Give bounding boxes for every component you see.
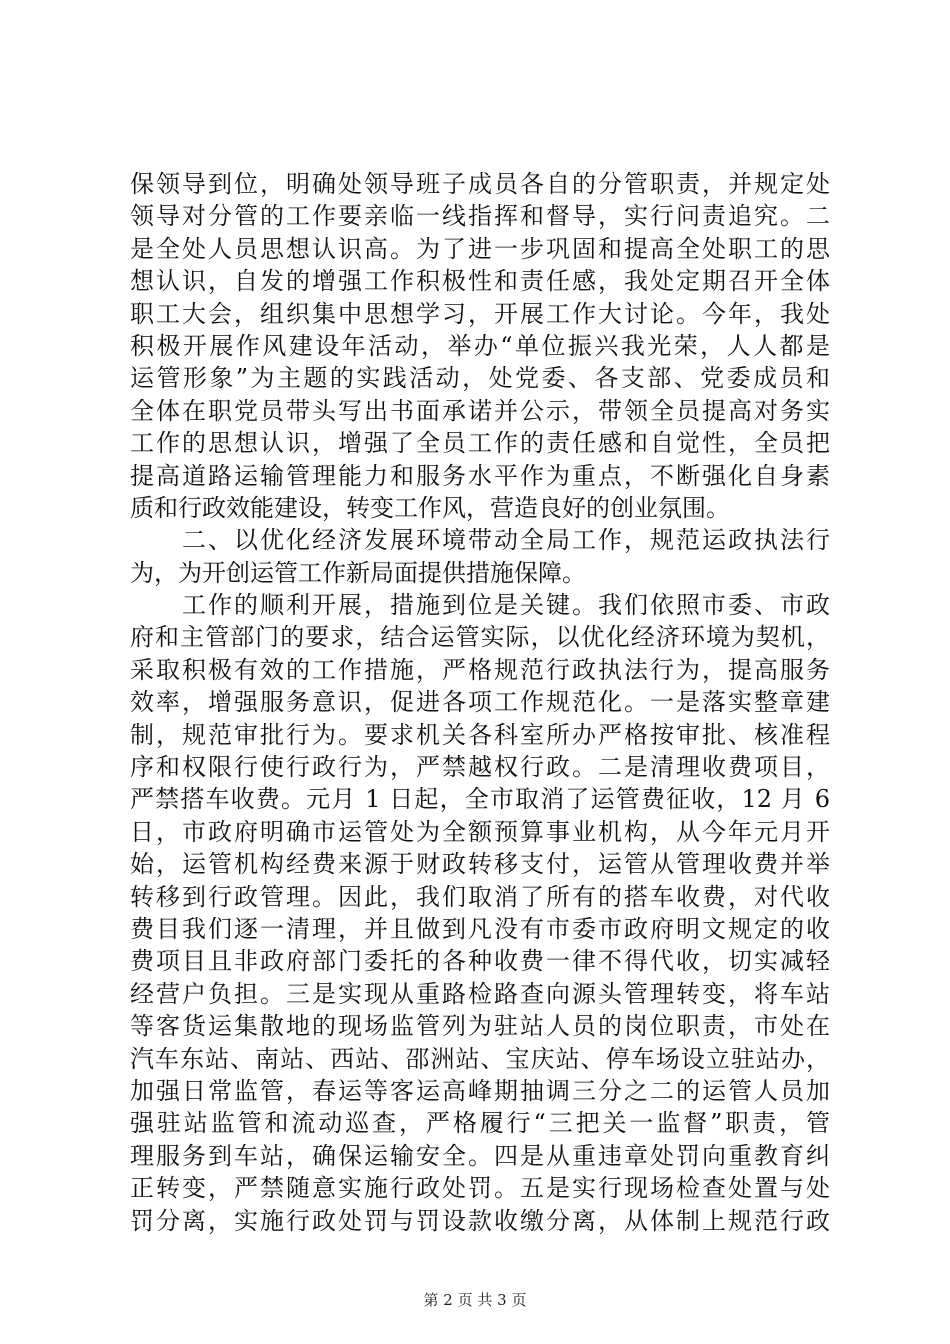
- text-line: 加强日常监管，春运等客运高峰期抽调三分之二的运管人员加: [130, 1076, 830, 1105]
- text-line: 转移到行政管理。因此，我们取消了所有的搭车收费，对代收: [130, 882, 830, 911]
- text-line: 职工大会，组织集中思想学习，开展工作大讨论。今年，我处: [130, 299, 830, 328]
- text-line: 费目我们逐一清理，并且做到凡没有市委市政府明文规定的收: [130, 914, 830, 943]
- text-line: 日，市政府明确市运管处为全额预算事业机构，从今年元月开: [130, 817, 830, 846]
- text-line: 效率，增强服务意识，促进各项工作规范化。一是落实整章建: [130, 688, 830, 717]
- text-line: 制，规范审批行为。要求机关各科室所办严格按审批、核准程: [130, 720, 830, 749]
- document-body: [130, 168, 830, 1237]
- text-line: 严禁搭车收费。元月 1 日起，全市取消了运管费征收，12 月 6: [130, 785, 830, 814]
- text-line: 理服务到车站，确保运输安全。四是从重违章处罚向重教育纠: [130, 1141, 830, 1170]
- text-line: 始，运管机构经费来源于财政转移支付，运管从管理收费并举: [130, 850, 830, 879]
- page-footer: 第 2 页 共 3 页: [423, 1291, 527, 1309]
- text-line: 保领导到位，明确处领导班子成员各自的分管职责，并规定处: [130, 170, 830, 198]
- text-line: 工作的思想认识，增强了全员工作的责任感和自觉性，全员把: [130, 429, 830, 458]
- text-line: 运管形象”为主题的实践活动，处党委、各支部、党委成员和: [130, 364, 830, 393]
- text-line: 为，为开创运管工作新局面提供措施保障。: [130, 558, 586, 587]
- text-line: 府和主管部门的要求，结合运管实际，以优化经济环境为契机，: [130, 623, 830, 652]
- text-line: 领导对分管的工作要亲临一线指挥和督导，实行问责追究。二: [130, 202, 830, 231]
- text-line: 质和行政效能建设，转变工作风，营造良好的创业氛围。: [130, 493, 730, 522]
- text-line: 经营户负担。三是实现从重路检路查向源头管理转变，将车站: [130, 979, 830, 1008]
- text-line: 工作的顺利开展，措施到位是关键。我们依照市委、市政: [130, 591, 830, 620]
- text-line: 等客货运集散地的现场监管列为驻站人员的岗位职责，市处在: [130, 1012, 830, 1041]
- text-line: 积极开展作风建设年活动，举办“单位振兴我光荣，人人都是: [130, 331, 830, 360]
- text-line: 罚分离，实施行政处罚与罚设款收缴分离，从体制上规范行政: [130, 1206, 830, 1235]
- text-line: 提高道路运输管理能力和服务水平作为重点，不断强化自身素: [130, 461, 830, 490]
- text-line: 序和权限行使行政行为，严禁越权行政。二是清理收费项目，: [130, 753, 830, 782]
- text-line: 是全处人员思想认识高。为了进一步巩固和提高全处职工的思: [130, 234, 830, 263]
- text-line: 费项目且非政府部门委托的各种收费一律不得代收，切实减轻: [130, 947, 830, 976]
- text-line: 正转变，严禁随意实施行政处罚。五是实行现场检查处置与处: [130, 1174, 830, 1203]
- text-line: 强驻站监管和流动巡查，严格履行“三把关一监督”职责，管: [130, 1109, 830, 1138]
- text-line: 想认识，自发的增强工作积极性和责任感，我处定期召开全体: [130, 267, 830, 296]
- text-line: 采取积极有效的工作措施，严格规范行政执法行为，提高服务: [130, 655, 830, 684]
- text-line: 全体在职党员带头写出书面承诺并公示，带领全员提高对务实: [130, 396, 830, 425]
- text-line: 二、以优化经济发展环境带动全局工作，规范运政执法行: [130, 526, 830, 555]
- text-line: 汽车东站、南站、西站、邵洲站、宝庆站、停车场设立驻站办，: [130, 1044, 830, 1073]
